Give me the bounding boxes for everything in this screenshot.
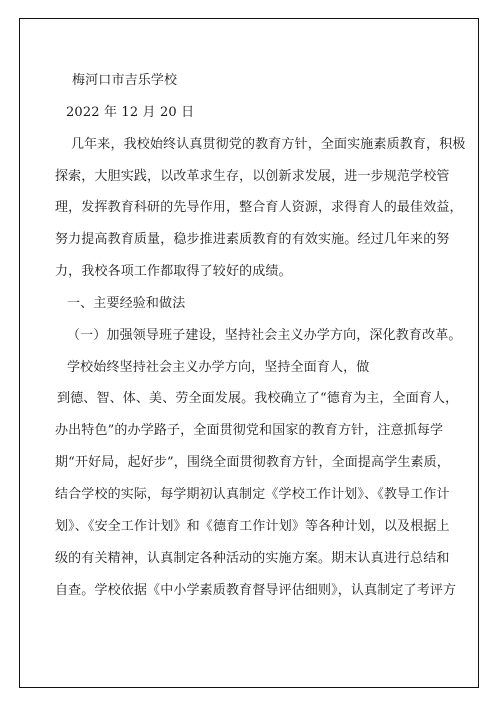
intro-line-3: 理，发挥教育科研的先导作用，整合育人资源，求得育人的最佳效益， — [55, 200, 463, 215]
page-border-frame — [19, 18, 479, 688]
body-line-1: 学校始终坚持社会主义办学方向，坚持全面育人，做 — [67, 360, 370, 375]
document-date: 2022 年 12 月 20 日 — [66, 105, 195, 120]
body-line-2: 到德、智、体、美、劳全面发展。我校确立了“德育为主，全面育人， — [57, 391, 459, 406]
body-line-8: 自查。学校依据《中小学素质教育督导评估细则》，认真制定了考评方 — [55, 583, 457, 598]
body-line-5: 结合学校的实际，每学期初认真制定《学校工作计划》、《教导工作计 — [55, 487, 450, 502]
body-line-6: 划》、《安全工作计划》和《德育工作计划》等各种计划，以及根据上 — [55, 519, 450, 534]
body-line-3: 办出特色”的办学路子，全面贯彻党和国家的教育方针，注意抓每学 — [55, 423, 444, 438]
intro-line-2: 探索，大胆实践，以改革求生存，以创新求发展，进一步规范学校管 — [55, 169, 450, 184]
body-line-4: 期“开好局，起好步”，围绕全面贯彻教育方针，全面提高学生素质， — [55, 455, 450, 470]
intro-line-4: 努力提高教育质量，稳步推进素质教育的有效实施。经过几年来的努 — [55, 232, 450, 247]
intro-line-1: 几年来，我校始终认真贯彻党的教育方针，全面实施素质教育，积极 — [71, 137, 466, 152]
body-line-7: 级的有关精神，认真制定各种活动的实施方案。期末认真进行总结和 — [55, 551, 450, 566]
school-name: 梅河口市吉乐学校 — [72, 73, 178, 88]
intro-line-5: 力，我校各项工作都取得了较好的成绩。 — [55, 264, 292, 279]
subsection-heading: （一）加强领导班子建设，坚持社会主义办学方向，深化教育改革。 — [67, 328, 462, 343]
section-heading: 一、主要经验和做法 — [67, 296, 186, 311]
